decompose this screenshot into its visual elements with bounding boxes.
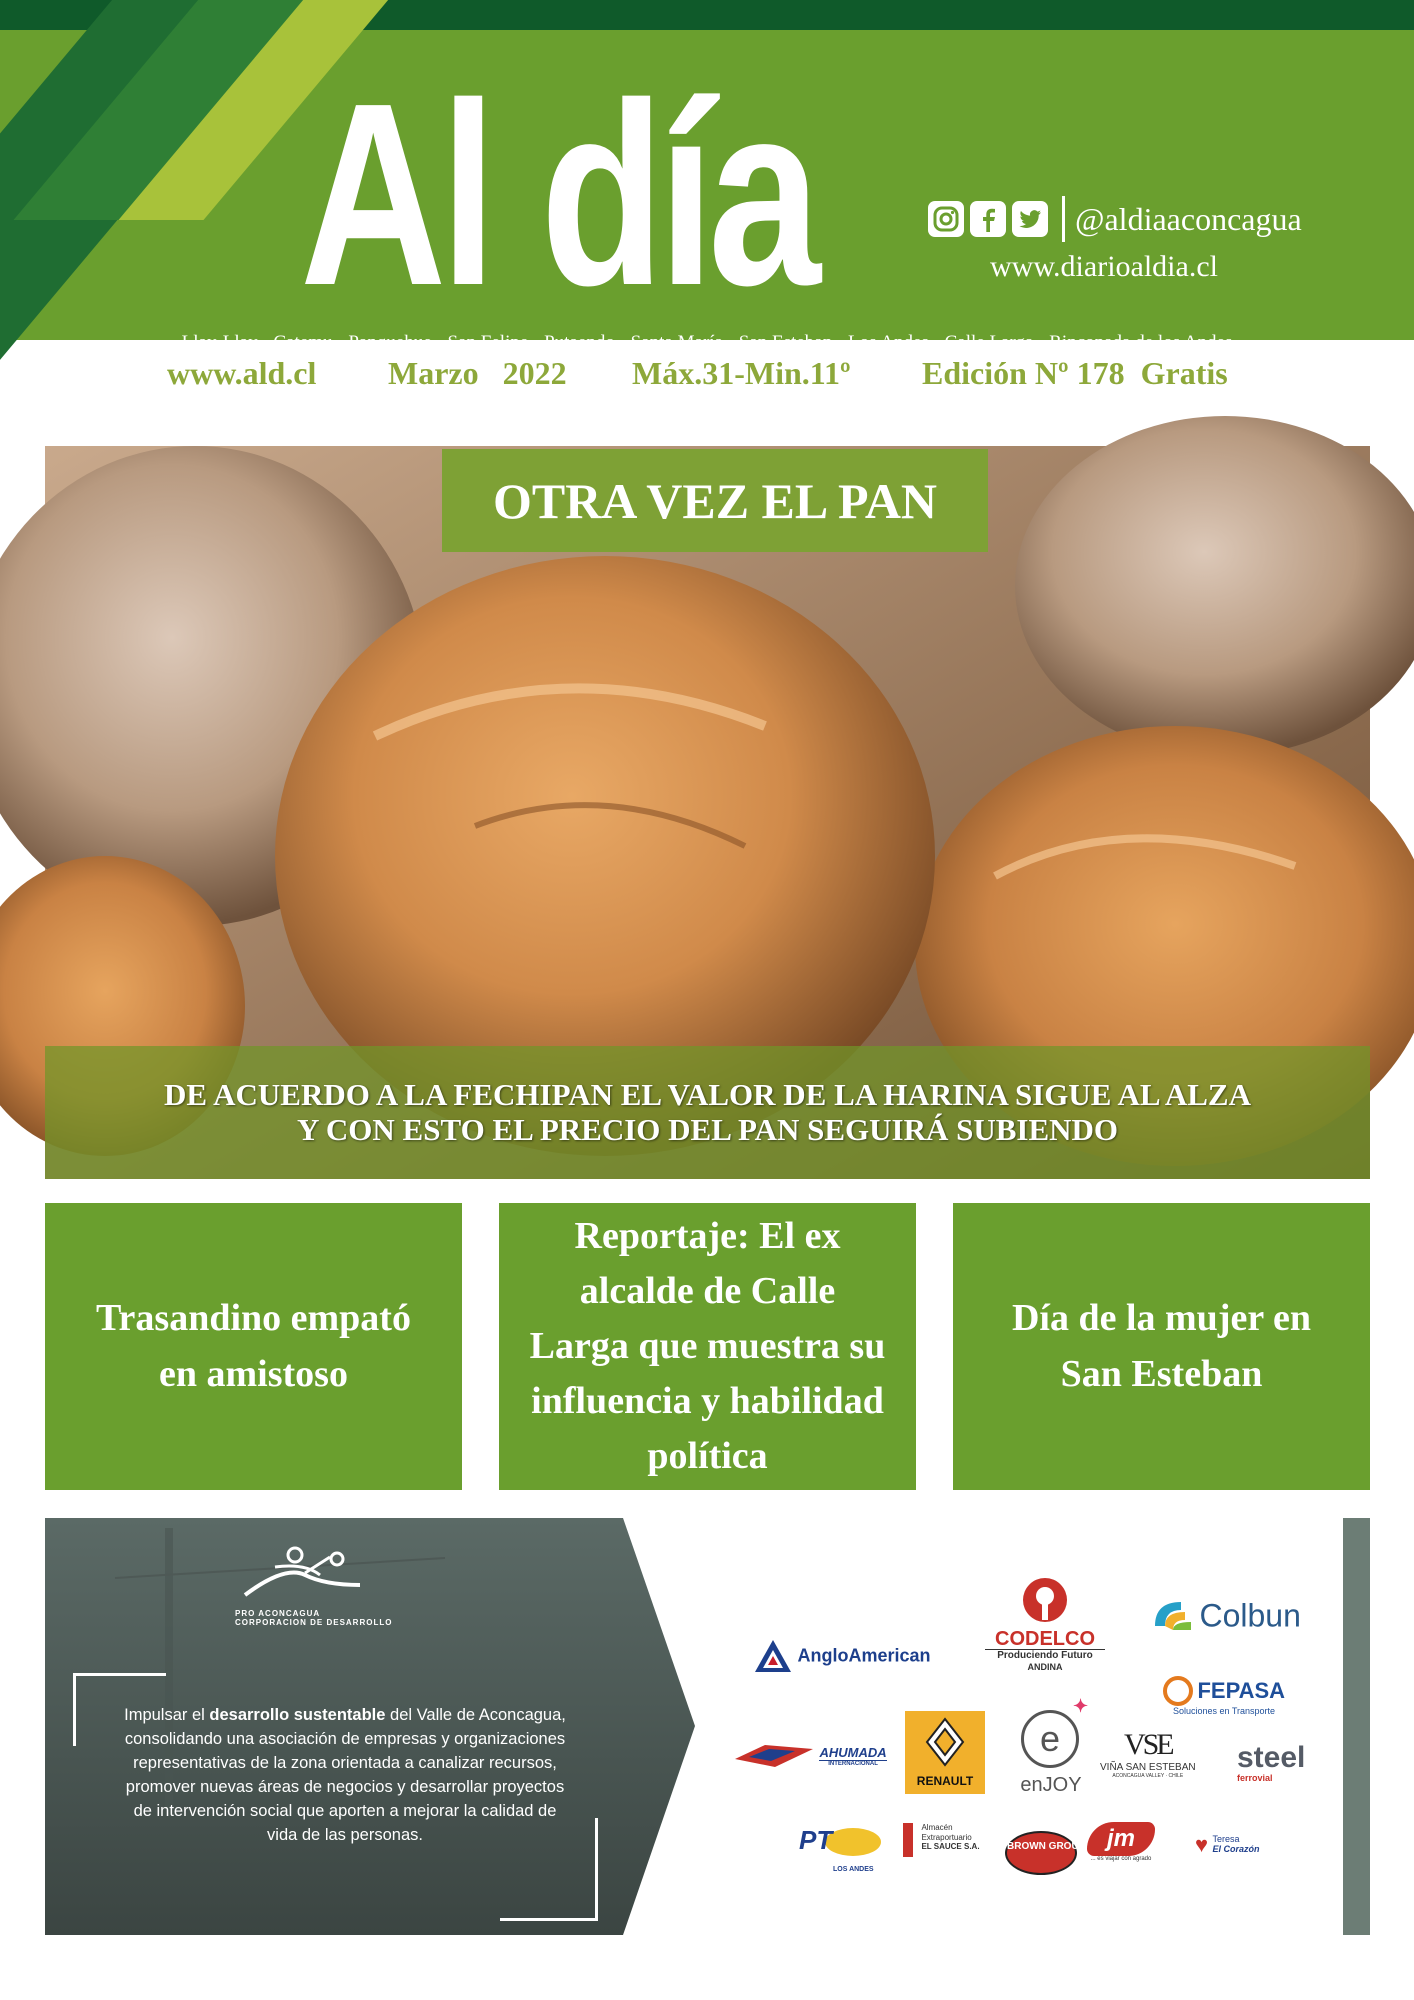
codelco-icon bbox=[1017, 1576, 1073, 1624]
renault-icon bbox=[925, 1717, 965, 1767]
brown-label: BROWN GROUP bbox=[1007, 1841, 1086, 1852]
corazon-text bbox=[1213, 1835, 1260, 1855]
codelco-label: CODELCO bbox=[995, 1628, 1095, 1650]
jm-logo bbox=[1087, 1822, 1155, 1862]
instagram-icon[interactable] bbox=[928, 201, 964, 237]
colbun-label: Colbun bbox=[1199, 1597, 1301, 1634]
lead-subheadline-line1: DE ACUERDO A LA FECHIPAN EL VALOR DE LA HARINA SIGUE AL ALZA bbox=[164, 1076, 1251, 1112]
lead-story[interactable] bbox=[45, 446, 1370, 1179]
steel-logo bbox=[1237, 1743, 1305, 1783]
colbun-logo bbox=[1151, 1596, 1301, 1636]
enjoy-logo bbox=[1017, 1696, 1089, 1797]
svg-text:PT: PT bbox=[799, 1825, 833, 1855]
info-date: Marzo 2022 bbox=[388, 355, 567, 391]
corazon-line2: El Corazón bbox=[1212, 1844, 1260, 1854]
jm-tagline: ... es viajar con agrado bbox=[1090, 1856, 1152, 1862]
fepasa-tagline: Soluciones en Transporte bbox=[1172, 1706, 1276, 1716]
facebook-icon[interactable] bbox=[970, 201, 1006, 237]
heart-icon: ♥ bbox=[1195, 1832, 1209, 1857]
anglo-american-icon bbox=[753, 1638, 793, 1674]
vina-label: VIÑA SAN ESTEBAN bbox=[1100, 1762, 1196, 1773]
ahumada-logo bbox=[735, 1741, 887, 1771]
website-link[interactable]: www.diarioaldia.cl bbox=[990, 250, 1218, 283]
steel-label: steel bbox=[1237, 1741, 1306, 1774]
almacen-line2: Extraportuario bbox=[921, 1832, 972, 1842]
almacen-text bbox=[921, 1823, 979, 1852]
ad-text-part: Impulsar el bbox=[124, 1706, 210, 1724]
ad-text-bold: desarrollo sustentable bbox=[209, 1706, 386, 1724]
pro-aconcagua-logo bbox=[235, 1545, 375, 1605]
org-line1: PRO ACONCAGUA bbox=[235, 1609, 321, 1618]
masthead-header bbox=[0, 30, 1414, 353]
fepasa-label: FEPASA bbox=[1197, 1678, 1286, 1703]
story-card[interactable]: Reportaje: El ex alcalde de Calle Larga que muestra su influencia y habilidad política bbox=[499, 1203, 916, 1490]
ahumada-icon bbox=[735, 1741, 815, 1771]
twitter-icon[interactable] bbox=[1012, 201, 1048, 237]
secondary-stories bbox=[45, 1203, 1370, 1490]
info-site[interactable]: www.ald.cl bbox=[167, 355, 317, 391]
story-card[interactable]: Día de la mujer en San Esteban bbox=[953, 1203, 1370, 1490]
fepasa-logo bbox=[1163, 1676, 1285, 1716]
pro-aconcagua-ad[interactable] bbox=[45, 1518, 1370, 1935]
lead-headline[interactable]: OTRA VEZ EL PAN bbox=[442, 449, 988, 552]
jm-label: jm bbox=[1087, 1822, 1155, 1856]
steel-tagline: ferrovial bbox=[1237, 1773, 1273, 1783]
renault-label: RENAULT bbox=[916, 1774, 974, 1788]
renault-logo bbox=[905, 1711, 985, 1794]
pt-los-andes-logo bbox=[793, 1823, 885, 1873]
corazon-line1: Teresa bbox=[1212, 1834, 1240, 1845]
colbun-icon bbox=[1151, 1596, 1195, 1636]
almacen-icon bbox=[903, 1823, 913, 1857]
lead-subheadline bbox=[45, 1046, 1370, 1179]
anglo-label: AngloAmerican bbox=[797, 1645, 931, 1666]
almacen-el-sauce-logo bbox=[903, 1823, 980, 1857]
vina-san-esteban-logo bbox=[1100, 1728, 1196, 1779]
enjoy-label: enJOY bbox=[1020, 1774, 1082, 1796]
ad-text-part: del Valle de Aconcagua, consolidando una asociación de empresas y organizaciones representativas de la zona orientada a canalizar recursos, promover nuevas áreas de negocios y desarrollar proyectos de intervención social que aporten a mejorar la calidad de vida de las personas. bbox=[124, 1706, 566, 1844]
codelco-logo bbox=[985, 1576, 1105, 1672]
enjoy-icon: e ✦ bbox=[1021, 1710, 1085, 1774]
vse-monogram: VSE bbox=[1123, 1728, 1172, 1761]
masthead-title: Al día bbox=[300, 50, 815, 340]
el-corazon-logo bbox=[1195, 1832, 1260, 1858]
almacen-line1: Almacén bbox=[921, 1823, 953, 1832]
ahumada-label: AHUMADA bbox=[819, 1745, 887, 1760]
social-links bbox=[928, 196, 1302, 242]
info-edition: Edición Nº 178 Gratis bbox=[922, 355, 1228, 391]
almacen-line3: EL SAUCE S.A. bbox=[921, 1842, 980, 1852]
ahumada-text bbox=[819, 1745, 886, 1767]
ad-mission-text bbox=[120, 1704, 570, 1848]
codelco-tagline: Produciendo Futuro bbox=[985, 1649, 1105, 1662]
social-divider bbox=[1062, 196, 1065, 242]
anglo-american-logo bbox=[753, 1638, 930, 1674]
pt-tagline: LOS ANDES bbox=[833, 1866, 874, 1873]
codelco-division: ANDINA bbox=[1027, 1662, 1063, 1672]
fepasa-icon bbox=[1163, 1676, 1193, 1706]
story-card[interactable]: Trasandino empató en amistoso bbox=[45, 1203, 462, 1490]
pro-aconcagua-name bbox=[235, 1610, 392, 1628]
social-handle[interactable]: @aldiaaconcagua bbox=[1075, 200, 1302, 237]
vina-tagline: ACONCAGUA VALLEY · CHILE bbox=[1112, 1773, 1184, 1779]
brown-group-logo bbox=[1005, 1831, 1086, 1875]
towns-list: ·Llay-Llay · Catemu · Panquehue · San Felipe · Putaendo · Santa María · San Esteban · Los Andes · Calle Larga · Rinconada de los Andes· bbox=[175, 332, 1239, 353]
ahumada-tagline: INTERNACIONAL bbox=[828, 1761, 878, 1767]
lead-subheadline-line2: Y CON ESTO EL PRECIO DEL PAN SEGUIRÁ SUBIENDO bbox=[296, 1111, 1119, 1147]
info-weather: Máx.31-Min.11º bbox=[632, 355, 851, 391]
pt-icon bbox=[793, 1823, 885, 1861]
ad-side-bar bbox=[1343, 1518, 1370, 1935]
org-line2: CORPORACION DE DESARROLLO bbox=[235, 1617, 393, 1627]
